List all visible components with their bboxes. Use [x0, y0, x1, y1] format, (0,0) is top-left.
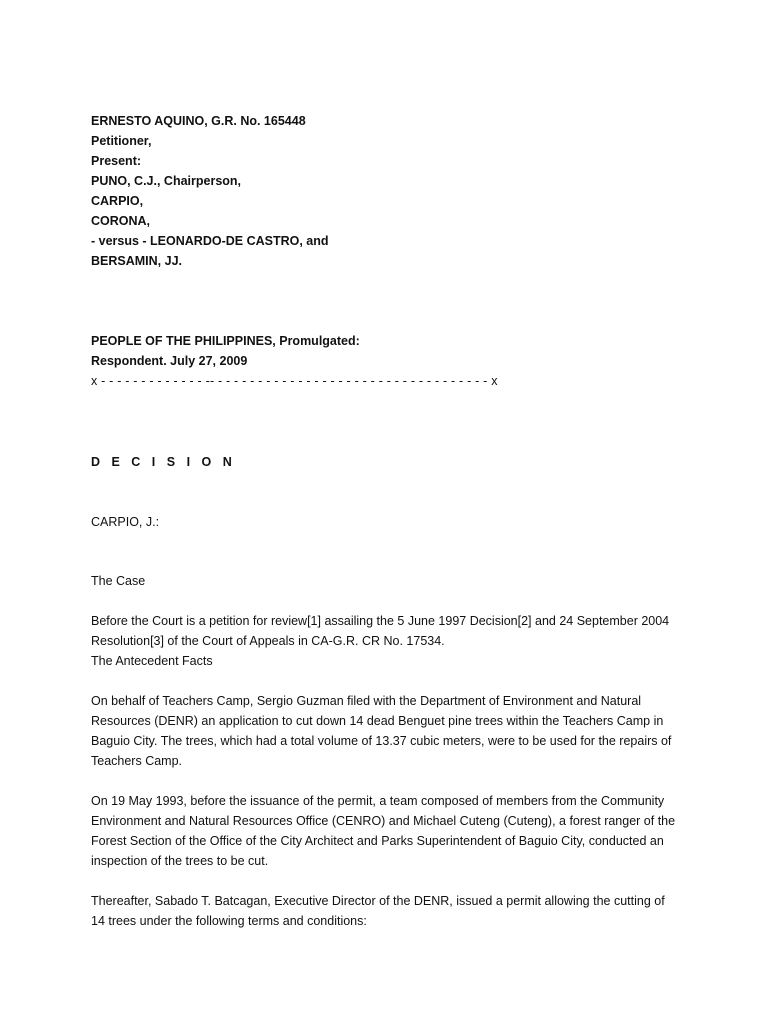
- caption-line-justice-corona: CORONA,: [91, 214, 151, 228]
- paragraph-line: Resolution[3] of the Court of Appeals in CA-G.R. CR No. 17534.: [91, 634, 445, 648]
- ponente-text: CARPIO, J.:: [91, 515, 160, 529]
- paragraph-line: inspection of the trees to be cut.: [91, 854, 269, 868]
- paragraph-inspection: [91, 791, 691, 871]
- caption-line-respondent-name: PEOPLE OF THE PHILIPPINES, Promulgated:: [91, 334, 360, 348]
- section-heading-antecedent-facts: The Antecedent Facts: [91, 654, 213, 668]
- separator-line: x - - - - - - - - - - - - - -- - - - - - - - - - - - - - - - - - - - - - - - - - - - - - - - - - - x: [91, 374, 498, 388]
- case-caption-respondent: [91, 331, 691, 371]
- caption-line-justice-carpio: CARPIO,: [91, 194, 144, 208]
- paragraph-line: On 19 May 1993, before the issuance of the permit, a team composed of members from the Community: [91, 794, 665, 808]
- case-caption-header: [91, 111, 691, 271]
- caption-line-versus: - versus - LEONARDO-DE CASTRO, and: [91, 234, 329, 248]
- paragraph-application: [91, 691, 691, 771]
- caption-line-justice-bersamin: BERSAMIN, JJ.: [91, 254, 182, 268]
- section-heading-text: The Case: [91, 574, 146, 588]
- caption-line-respondent-date: Respondent. July 27, 2009: [91, 354, 248, 368]
- paragraph-petition: [91, 611, 691, 671]
- section-heading-the-case: [91, 571, 691, 591]
- paragraph-line: Resources (DENR) an application to cut down 14 dead Benguet pine trees within the Teachers Camp in: [91, 714, 664, 728]
- paragraph-line: Before the Court is a petition for review[1] assailing the 5 June 1997 Decision[2] and 24 September 2004: [91, 614, 670, 628]
- caption-line-petitioner-label: Petitioner,: [91, 134, 152, 148]
- paragraph-line: Thereafter, Sabado T. Batcagan, Executive Director of the DENR, issued a permit allowing the cutting of: [91, 894, 665, 908]
- decision-title-text: D E C I S I O N: [91, 455, 236, 469]
- paragraph-line: Forest Section of the Office of the City Architect and Parks Superintendent of Baguio City, conducted an: [91, 834, 664, 848]
- caption-line-present: Present:: [91, 154, 142, 168]
- paragraph-line: Environment and Natural Resources Office (CENRO) and Michael Cuteng (Cuteng), a forest ranger of the: [91, 814, 676, 828]
- paragraph-line: Teachers Camp.: [91, 754, 183, 768]
- ponente: [91, 512, 691, 532]
- paragraph-line: On behalf of Teachers Camp, Sergio Guzman filed with the Department of Environment and Natural: [91, 694, 642, 708]
- caption-line-petitioner-name: ERNESTO AQUINO, G.R. No. 165448: [91, 114, 306, 128]
- decision-title: [91, 452, 691, 472]
- caption-line-chairperson: PUNO, C.J., Chairperson,: [91, 174, 242, 188]
- paragraph-line: 14 trees under the following terms and conditions:: [91, 914, 367, 928]
- paragraph-line: Baguio City. The trees, which had a total volume of 13.37 cubic meters, were to be used for the repairs of: [91, 734, 672, 748]
- paragraph-permit: [91, 891, 691, 931]
- caption-separator: [91, 371, 691, 391]
